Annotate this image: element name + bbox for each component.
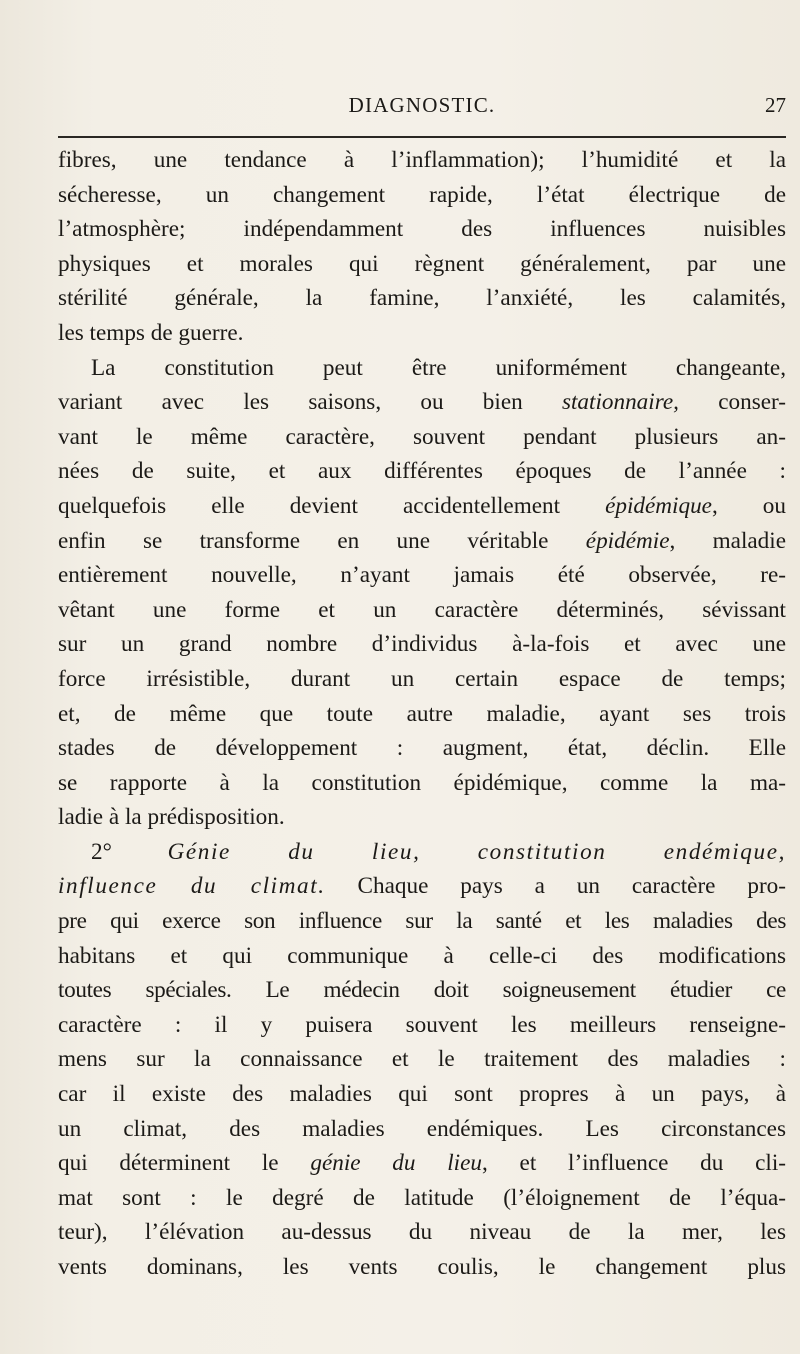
text-run: nées de suite, et aux différentes époques de l’année :	[58, 458, 786, 485]
text-line	[58, 662, 786, 697]
page-number: 27	[765, 93, 786, 117]
italic-text-run: stationnaire,	[561, 389, 679, 416]
text-run: , maladie	[669, 527, 787, 554]
text-line	[58, 489, 786, 524]
text-line	[58, 1008, 786, 1043]
text-run: , ou	[711, 492, 786, 519]
text-run: teur), l’élévation au-dessus du niveau de la mer, les	[58, 1219, 786, 1246]
text-line	[58, 1042, 786, 1077]
text-run: variant avec les saisons, ou bien	[58, 389, 562, 416]
text-run: sécheresse, un changement rapide, l’état électrique de	[58, 181, 786, 208]
italic-text-run: Génie du lieu, constitution endémique,	[167, 838, 786, 865]
text-run: caractère : il y puisera souvent les meilleurs renseigne-	[58, 1011, 786, 1038]
text-line	[58, 1250, 786, 1285]
text-run: fibres, une tendance à l’inflammation); l’humidité et la	[58, 147, 786, 173]
text-line	[58, 1112, 786, 1147]
italic-text-run: épidémie	[585, 527, 670, 554]
text-line	[58, 420, 786, 455]
text-run: se rapporte à la constitution épidémique, comme la ma-	[58, 769, 786, 796]
text-line	[58, 1146, 786, 1181]
text-line	[58, 143, 786, 178]
text-line	[58, 835, 786, 870]
text-run: 2°	[91, 838, 168, 865]
text-run: stades de développement : augment, état, déclin. Elle	[58, 735, 786, 762]
text-run: ladie à la prédisposition.	[58, 804, 285, 831]
text-run: qui déterminent le	[58, 1150, 311, 1177]
text-run: un climat, des maladies endémiques. Les circonstances	[58, 1115, 786, 1142]
text-line	[58, 697, 786, 732]
body-text	[58, 143, 786, 1285]
italic-text-run: influence du climat.	[58, 873, 326, 900]
text-run: physiques et morales qui règnent généralement, par une	[58, 250, 786, 277]
text-run: stérilité générale, la famine, l’anxiété, les calamités,	[58, 285, 786, 312]
text-run: vents dominans, les vents coulis, le changement plus	[58, 1254, 786, 1280]
text-run: Chaque pays a un caractère pro-	[325, 873, 786, 900]
text-line	[58, 178, 786, 213]
text-line	[58, 800, 786, 835]
text-line	[58, 766, 786, 801]
header-rule	[58, 136, 786, 138]
text-run: toutes spéciales. Le médecin doit soigneusement étudier ce	[58, 977, 786, 1004]
text-line	[58, 627, 786, 662]
text-line	[58, 558, 786, 593]
text-line	[58, 973, 786, 1008]
text-line	[58, 1215, 786, 1250]
text-line	[58, 247, 786, 282]
text-run: l’atmosphère; indépendamment des influences nuisibles	[58, 216, 786, 243]
text-line	[58, 351, 786, 386]
text-run: conser-	[678, 389, 786, 416]
text-line	[58, 385, 786, 420]
text-run: car il existe des maladies qui sont propres à un pays, à	[58, 1081, 786, 1108]
italic-text-run: épidémique	[605, 492, 712, 519]
text-run: habitans et qui communique à celle-ci des modifications	[58, 942, 786, 969]
text-line	[58, 939, 786, 974]
text-run: quelquefois elle devient accidentellement	[58, 492, 606, 519]
italic-text-run: génie du lieu	[310, 1150, 482, 1177]
text-line	[58, 1077, 786, 1112]
text-run: , et l’influence du cli-	[482, 1150, 787, 1177]
text-line	[58, 1181, 786, 1216]
text-run: et, de même que toute autre maladie, ayant ses trois	[58, 700, 786, 727]
text-run: sur un grand nombre d’individus à-la-fois et avec une	[58, 631, 786, 658]
text-run: les temps de guerre.	[58, 319, 244, 346]
text-line	[58, 869, 786, 904]
text-run: entièrement nouvelle, n’ayant jamais été observée, re-	[58, 562, 786, 589]
running-head-title: DIAGNOSTIC.	[348, 93, 496, 117]
text-line	[58, 316, 786, 351]
text-line	[58, 212, 786, 247]
text-run: mat sont : le degré de latitude (l’éloignement de l’équa-	[58, 1184, 786, 1211]
text-run: pre qui exerce son influence sur la santé et les maladies des	[58, 908, 786, 935]
text-run: force irrésistible, durant un certain espace de temps;	[58, 665, 786, 692]
text-run: mens sur la connaissance et le traitement des maladies :	[58, 1046, 786, 1073]
running-head	[58, 93, 786, 123]
text-run: enfin se transforme en une véritable	[58, 527, 586, 554]
text-run: vant le même caractère, souvent pendant plusieurs an-	[58, 423, 786, 450]
text-line	[58, 524, 786, 559]
text-line	[58, 731, 786, 766]
text-line	[58, 904, 786, 939]
text-run: La constitution peut être uniformément changeante,	[91, 354, 786, 381]
text-line	[58, 454, 786, 489]
text-line	[58, 281, 786, 316]
text-run: vêtant une forme et un caractère déterminés, sévissant	[58, 596, 786, 623]
text-line	[58, 593, 786, 628]
